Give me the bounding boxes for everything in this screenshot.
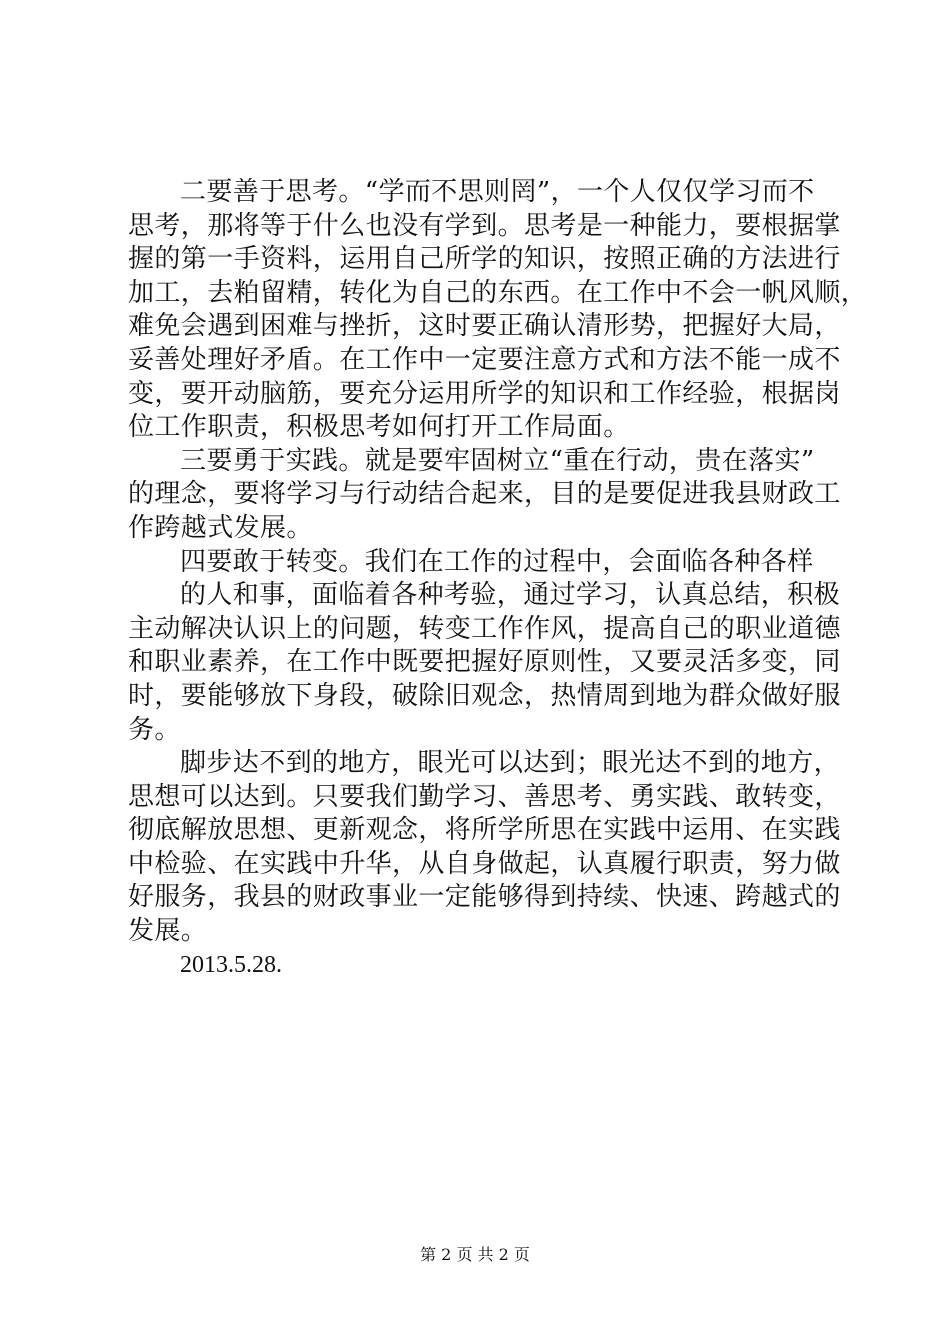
paragraph-3-line-1: 三要勇于实践。就是要牢固树立“重在行动，贵在落实”	[180, 445, 815, 476]
paragraph-3-line-3: 作跨越式发展。	[128, 512, 313, 543]
paragraph-5-line-2: 思想可以达到。只要我们勤学习、善思考、勇实践、敢转变，	[128, 781, 841, 812]
paragraph-4-line-2: 的人和事，面临着各种考验，通过学习，认真总结，积极	[180, 580, 841, 611]
paragraph-4-line-1: 四要敢于转变。我们在工作的过程中，会面临各种各样	[180, 546, 814, 577]
paragraph-2-line-1: 二要善于思考。“学而不思则罔”，一个人仅仅学习而不	[180, 177, 815, 207]
page-number-footer: 第 2 页 共 2 页	[420, 1245, 530, 1264]
paragraph-5-line-1: 脚步达不到的地方，眼光可以达到；眼光达不到的地方，	[180, 748, 841, 779]
paragraph-2-line-6: 妥善处理好矛盾。在工作中一定要注意方式和方法不能一成不	[128, 344, 841, 375]
paragraph-2-line-8: 位工作职责，积极思考如何打开工作局面。	[128, 412, 630, 443]
paragraph-5-line-5: 好服务，我县的财政事业一定能够得到持续、快速、跨越式的	[128, 882, 841, 913]
paragraph-3-line-2: 的理念，要将学习与行动结合起来，目的是要促进我县财政工	[128, 479, 841, 510]
paragraph-4-line-4: 和职业素养，在工作中既要把握好原则性，又要灵活多变，同	[128, 647, 841, 678]
paragraph-4-line-3: 主动解决认识上的问题，转变工作作风，提高自己的职业道德	[128, 613, 841, 644]
paragraph-5-line-6: 发展。	[128, 916, 208, 947]
paragraph-2-line-2: 思考，那将等于什么也没有学到。思考是一种能力，要根据掌	[128, 210, 841, 241]
paragraph-2-line-5: 难免会遇到困难与挫折，这时要正确认清形势，把握好大局，	[128, 311, 841, 342]
paragraph-5-line-3: 彻底解放思想、更新观念，将所学所思在实践中运用、在实践	[128, 815, 841, 846]
paragraph-2-line-3: 握的第一手资料，运用自己所学的知识，按照正确的方法进行	[128, 244, 841, 275]
document-date: 2013.5.28.	[180, 951, 282, 978]
paragraph-2-line-4: 加工，去粕留精，转化为自己的东西。在工作中不会一帆风顺，	[128, 277, 868, 308]
paragraph-4-line-5: 时，要能够放下身段，破除旧观念，热情周到地为群众做好服	[128, 680, 841, 711]
paragraph-5-line-4: 中检验、在实践中升华，从自身做起，认真履行职责，努力做	[128, 848, 841, 879]
paragraph-2-line-7: 变，要开动脑筋，要充分运用所学的知识和工作经验，根据岗	[128, 378, 841, 409]
paragraph-4-line-6: 务。	[128, 714, 181, 745]
body-text	[128, 176, 868, 982]
